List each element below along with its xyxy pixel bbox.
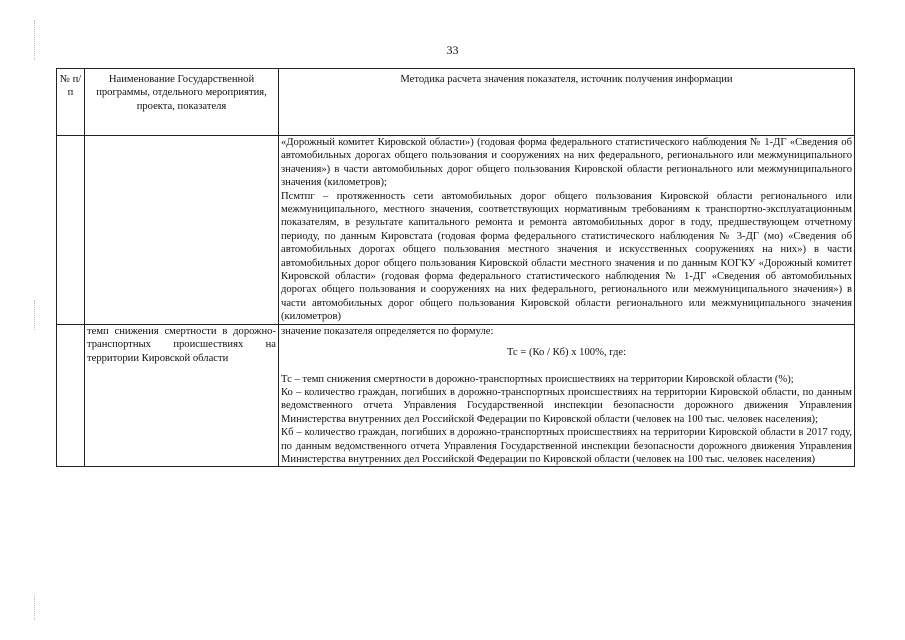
- table-row: [57, 136, 855, 325]
- row-name: темп снижения смертности в дорожно-транспортных происшествиях на территории Кировской области: [85, 324, 279, 467]
- scan-edge-mark: [34, 300, 37, 330]
- method-intro: значение показателя определяется по формуле:: [281, 325, 494, 337]
- page-number: 33: [446, 43, 459, 57]
- method-paragraph: Ко – количество граждан, погибших в дорожно-транспортных происшествиях на территории Кировской области, по данным ведомственного отчета Управления Государственной инспекции безопасности дорожного движения Управления Министерства внутренних дел Российской Федерации по Кировской области (человек на 100 тыс. человек населения);: [281, 386, 852, 425]
- method-paragraph: Кб – количество граждан, погибших в дорожно-транспортных происшествиях на территории Кировской области в 2017 году, по данным ведомственного отчета Управления Государственной инспекции безопасности дорожного движения Управления Министерства внутренних дел Российской Федерации по Кировской области (человек на 100 тыс. человек населения): [281, 427, 852, 465]
- header-num: № п/п: [57, 69, 85, 136]
- table-row: [57, 324, 855, 467]
- methodology-table: [56, 68, 855, 467]
- method-paragraph: Тс – темп снижения смертности в дорожно-транспортных происшествиях на территории Кировской области (%);: [281, 373, 794, 385]
- method-paragraph: Псмтпг – протяженность сети автомобильных дорог общего пользования Кировской области регионального или межмуниципального, местного значения, соответствующих нормативным требованиям к транспортно-эксплуатационным показателям, в результате капитального ремонта и ремонта автомобильных дорог в году, предшествующем отчетному периоду, по данным Кировстата (годовая форма федерального статистического наблюдения № 3-ДГ (мо) «Сведения об автомобильных дорогах общего пользования местного значения и искусственных сооружениях на них») в части автомобильных дорог общего пользования Кировской области местного значения и по данным КОГКУ «Дорожный комитет Кировской области» (годовая форма федерального статистического наблюдения № 1-ДГ «Сведения об автомобильных дорогах общего пользования и сооружениях на них федерального, регионального или межмуниципального значения») в части автомобильных дорог общего пользования Кировской области регионального или межмуниципального значения (километров): [281, 190, 852, 323]
- scan-edge-mark: [34, 595, 37, 620]
- header-name: Наименование Государственной программы, отдельного мероприятия, проекта, показателя: [85, 69, 279, 136]
- row-num: [57, 136, 85, 325]
- row-name: [85, 136, 279, 325]
- table-header-row: [57, 69, 855, 136]
- row-num: [57, 324, 85, 467]
- method-paragraph: «Дорожный комитет Кировской области») (годовая форма федерального статистического наблюдения № 1-ДГ «Сведения об автомобильных дорогах общего пользования и сооружениях на них федерального, регионального или межмуниципального значения») в части автомобильных дорог общего пользования Кировской области регионального или межмуниципального значения (километров);: [281, 137, 852, 189]
- formula: Тс = (Ко / Кб) х 100%, где:: [506, 347, 627, 359]
- row-method: [279, 136, 855, 325]
- header-method: Методика расчета значения показателя, источник получения информации: [279, 69, 855, 136]
- row-method: [279, 324, 855, 467]
